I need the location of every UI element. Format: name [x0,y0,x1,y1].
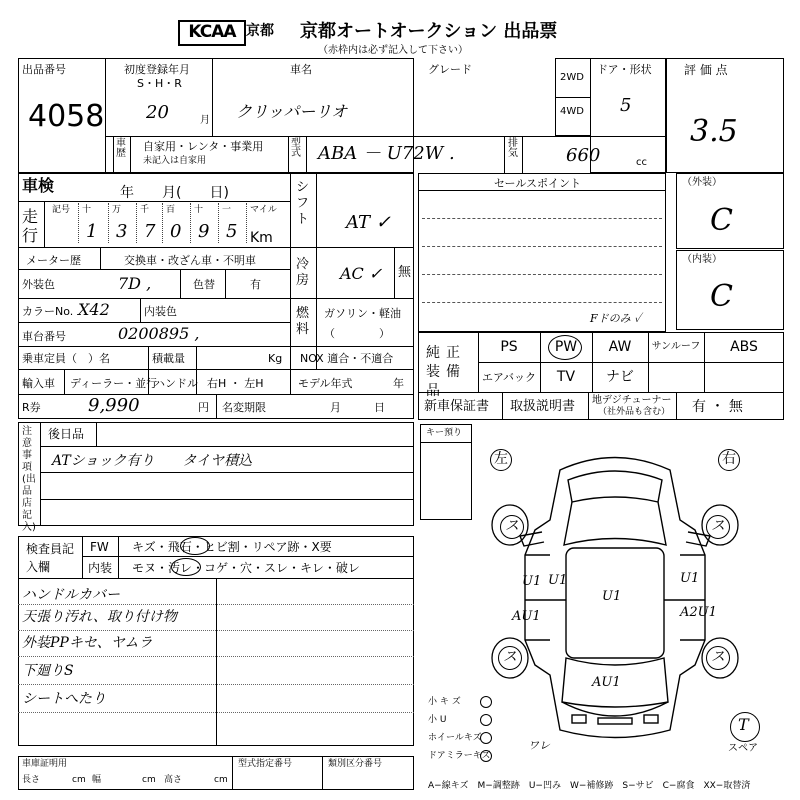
era-options: S・H・R [137,77,182,90]
mileage-unit-header: 百 [166,205,176,215]
length-unit: cm [72,775,86,785]
dealer-label: ディーラー・並行 [70,377,158,390]
height-label: 高さ [164,775,183,785]
notes-label: 注意事項(出品店記入) [22,426,36,533]
recycle-value: 9,990 [88,395,140,416]
equipment-item: サンルーフ [651,341,701,352]
cc-label: 排気 [508,138,518,159]
diagram-wl: ワレ [528,739,550,752]
reg-year: 20 [146,102,169,123]
equipment-item: ナビ [606,369,634,385]
inspector-note: シートへたり [22,691,106,707]
equipment-note: Fドのみ ✓ [590,312,642,325]
door-value: 5 [620,95,632,116]
inspector-note: 天張り汚れ、取り付け物 [22,609,177,625]
manual-label: 取扱説明書 [510,399,576,414]
shift-value: AT ✓ [346,212,391,233]
tuner-note: （社外品も含む） [598,407,671,417]
storage-fields: 月 日 [330,401,385,414]
recycle-unit: 円 [198,401,209,414]
car-name: クリッパーリオ [236,102,348,121]
equipment-item: AW [608,339,632,355]
damage-mark: ス [503,649,517,665]
load-label: 積載量 [152,352,185,365]
diagram-legend-item: ホイールキズ [428,733,482,743]
equipment-item: PS [500,339,518,355]
chassis-label: 車台番号 [22,330,66,343]
drive-2wd: 2WD [560,72,584,83]
damage-legend: A−線キズ M−調整跡 U−凹み W−補修跡 S−サビ C−腐食 XX−取替済 [428,781,751,791]
score-label: 評 価 点 [684,63,728,77]
height-unit: cm [214,775,228,785]
damage-mark: AU1 [512,609,541,624]
history-label: 車歴 [116,138,126,159]
rear-label: 後日品 [48,427,85,441]
mileage-unit-header: 十 [194,205,204,215]
equipment-item: PW [554,339,578,355]
damage-mark: ス [711,649,725,665]
mileage-unit-header: 一 [222,205,232,215]
color-no-label: カラーNo. [22,305,74,318]
grade-label: グレード [428,63,472,76]
chassis-number: 0200895 , [118,324,200,343]
model-year-unit: 年 [393,377,404,390]
damage-mark: A2U1 [680,605,717,620]
car-name-label: 車名 [290,63,312,76]
lot-label: 出品番号 [22,63,66,76]
mileage-digit: 9 [198,221,210,242]
ac-none: 無 [398,265,412,280]
shaken-label: 車検 [22,176,55,195]
interior-grade: C [710,279,733,314]
spare-mark: T [738,715,749,734]
fuel-paren: （ ） [324,327,390,340]
exterior-grade-label: （外装） [682,177,722,188]
inspector-note: 下廻りS [22,663,74,679]
equipment-item: TV [556,369,576,385]
recycle-label: R券 [22,401,41,414]
mileage-digit: 5 [226,221,238,242]
model-year-label: モデル年式 [298,377,353,390]
mileage-unit-header: 十 [82,205,92,215]
diagram-legend-item: 小 キ ズ [428,697,461,707]
capacity-label: 乗車定員（ ）名 [22,352,110,365]
cc-value: 660 [566,145,601,166]
exterior-grade: C [710,203,733,238]
model-label: 型式 [291,138,301,159]
diagram-legend-item: 小 U [428,715,447,725]
diagram-left-label: 左 [494,451,508,467]
inspector-note: ハンドルカバー [22,587,120,603]
size-label: 車庫証明用 [22,759,68,769]
form-title: 京都オートオークション 出品票 [300,21,558,42]
class-label: 類別区分番号 [328,759,383,769]
exterior-color: 7D , [118,274,152,293]
interior-items: モヌ・汚レ・コゲ・穴・スレ・キレ・破レ [132,561,360,575]
meter-options: 交換車・改ざん車・不明車 [124,254,256,267]
tuner-label: 地デジチューナー [592,395,672,406]
spare-label: スペア [728,743,758,754]
sales-point-box [418,173,666,332]
mileage-unit-header: 万 [112,205,122,215]
damage-mark: AU1 [592,675,621,690]
lot-number: 4058 [28,99,105,134]
door-label: ドア・形状 [597,63,652,76]
mileage-unit-header: マイル [250,205,277,215]
damage-mark: U1 [548,573,568,588]
exterior-color-label: 外装色 [22,278,55,291]
logo-city: 京都 [246,23,274,39]
diagram-right-label: 右 [722,451,736,467]
interior-grade-label: （内装） [682,254,722,265]
fw-label: FW [90,540,109,554]
type-label: 型式指定番号 [238,759,293,769]
interior-label: 内装 [88,561,113,575]
history-note: 未記入は自家用 [143,156,207,166]
mileage-digit: 3 [116,221,128,242]
width-label: 幅 [92,775,102,785]
inspector-note: 外装PPキセ、ヤムラ [22,635,153,651]
drive-4wd: 4WD [560,106,584,117]
model-value: ABA － U72W . [318,143,455,164]
tuner-yesno: 有 ・ 無 [692,399,743,415]
equipment-item: ABS [730,339,758,355]
mileage-unit: Km [250,230,273,246]
handle-options: 右H ・ 左H [207,377,264,390]
history-options: 自家用・レンタ・事業用 [143,140,264,153]
kcaa-logo: KCAA [178,20,246,46]
form-note: （赤枠内は必ず記入して下さい） [318,45,468,56]
notes-line1: ATショック有り タイヤ積込 [52,453,253,469]
storage-label: 名変期限 [222,401,266,414]
warranty-label: 新車保証書 [424,399,490,414]
width-unit: cm [142,775,156,785]
import-label: 輸入車 [22,377,55,390]
sales-point-label: セールスポイント [494,177,582,190]
mileage-digit: 1 [86,221,98,242]
color-change: 有 [250,278,261,291]
reg-label: 初度登録年月 [124,63,190,76]
damage-mark: ス [505,518,519,534]
key-box [420,424,472,520]
load-unit: Kg [268,352,283,365]
cc-unit: cc [636,157,647,168]
color-no: X42 [78,300,110,319]
shift-label: シフト [296,180,310,227]
equipment-label: 純正装備品 [426,345,466,399]
equipment-item: エアバック [481,371,537,384]
mileage-unit-header: 千 [140,205,150,215]
fuel-label: 燃料 [296,306,310,337]
mileage-digit: 0 [170,221,182,242]
key-label: キー預り [426,428,463,438]
pw-circle [548,335,582,360]
mileage-label: 走行 [22,207,39,245]
damage-mark: ス [711,518,725,534]
damage-mark: U1 [522,574,542,589]
damage-mark: U1 [602,589,622,604]
meter-label: メーター歴 [26,254,81,267]
score-value: 3.5 [690,114,738,149]
ac-label: 冷房 [296,257,310,288]
mileage-unit-header: 記号 [52,205,71,215]
reg-month-label: 月 [200,115,210,126]
color-change-label: 色替 [193,278,215,291]
diagram-legend-item: ドアミラーキズ [428,751,491,761]
handle-label: ハンドル [154,377,198,390]
fw-items: キズ・飛石・ヒビ割・リペア跡・X要 [132,540,332,554]
mileage-digit: 7 [144,221,156,242]
length-label: 長さ [22,775,41,785]
nox-label: NOX 適合・不適合 [300,352,394,365]
fuel-options: ガソリン・軽油 [324,307,401,320]
shaken-fields: 年 月( 日) [120,185,229,201]
ac-value: AC ✓ [340,264,383,283]
inspector-label: 検査員記入欄 [26,542,75,574]
interior-color-label: 内装色 [144,305,177,318]
damage-mark: U1 [680,571,700,586]
